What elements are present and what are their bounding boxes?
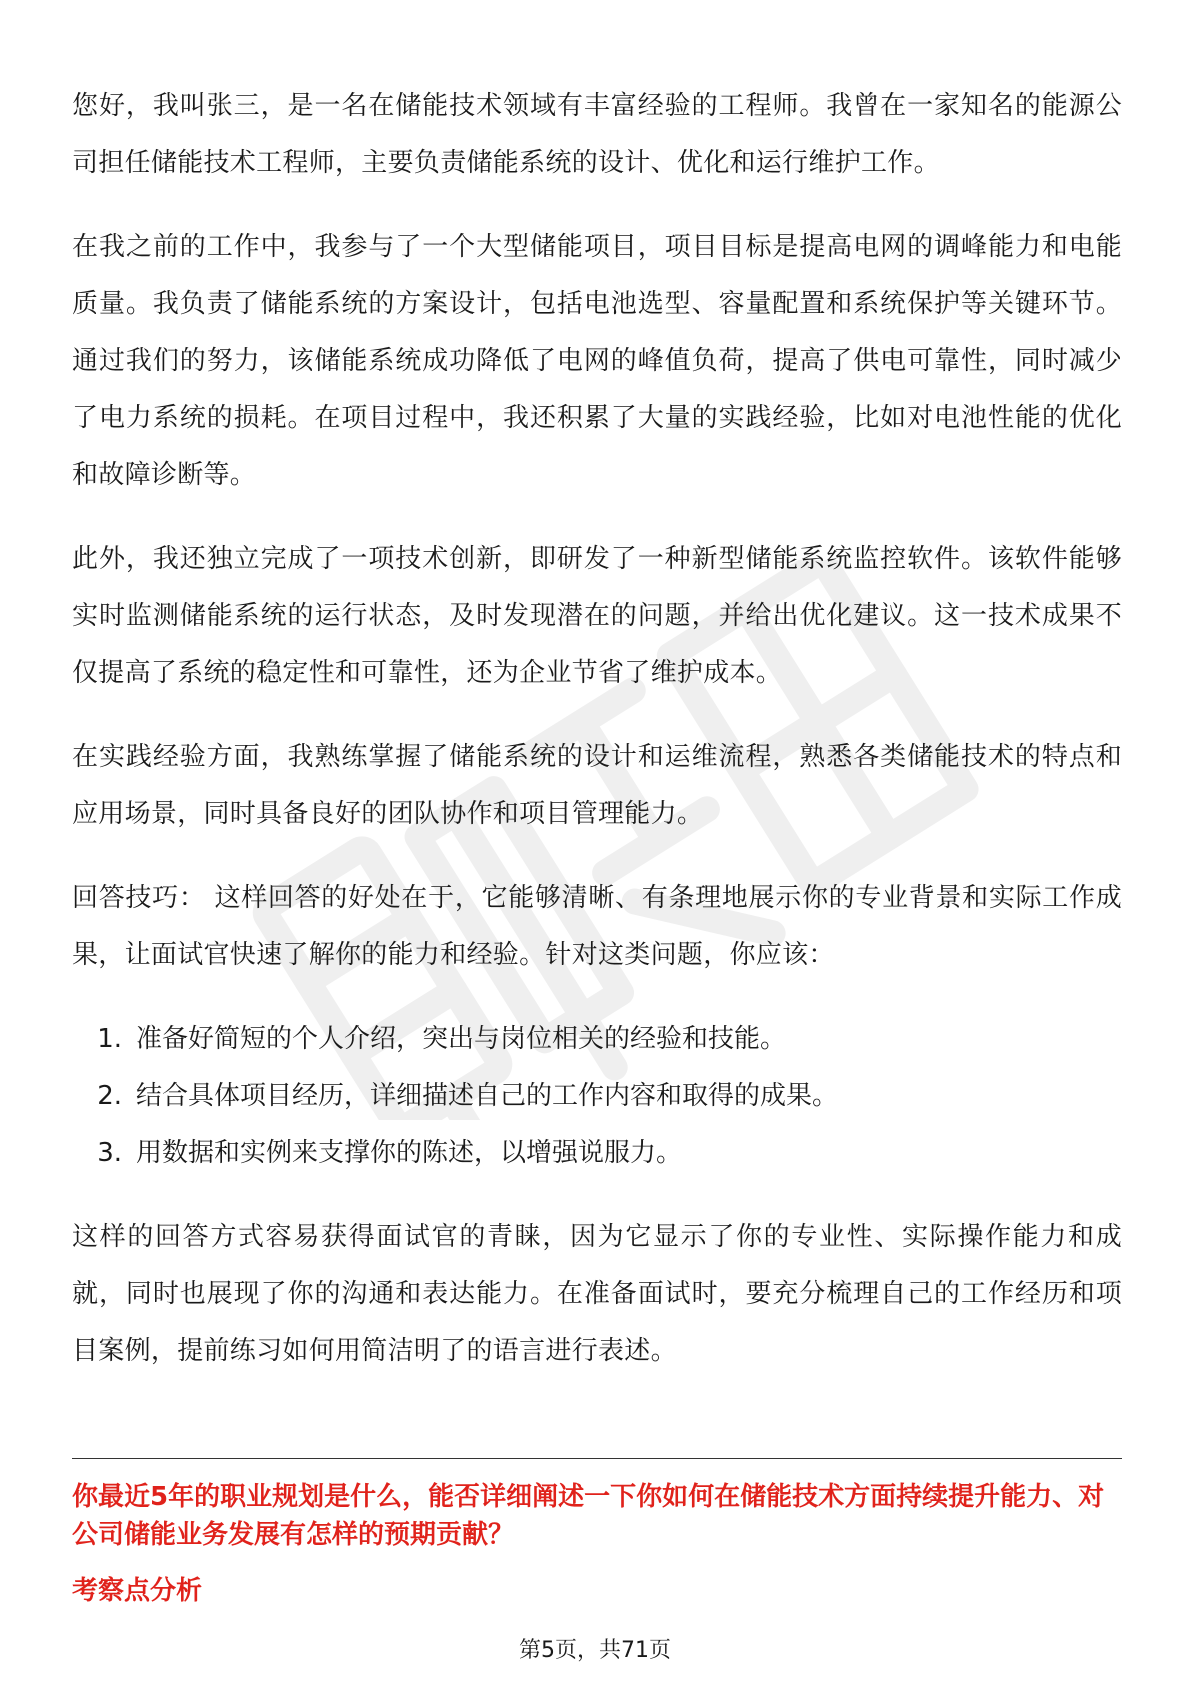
list-item-text: 用数据和实例来支撑你的陈述，以增强说服力。 [136,1138,683,1168]
list-item [72,1125,1122,1182]
paragraph-project-experience: 在我之前的工作中，我参与了一个大型储能项目，项目目标是提高电网的调峰能力和电能质量。我负责了储能系统的方案设计，包括电池选型、容量配置和系统保护等关键环节。通过我们的努力，该储能系统成功降低了电网的峰值负荷，提高了供电可靠性，同时减少了电力系统的损耗。在项目过程中，我还积累了大量的实践经验，比如对电池性能的优化和故障诊断等。 [72,232,1122,490]
paragraph-intro: 您好，我叫张三，是一名在储能技术领域有丰富经验的工程师。我曾在一家知名的能源公司担任储能技术工程师，主要负责储能系统的设计、优化和运行维护工作。 [72,91,1122,178]
article-body [72,78,1122,1407]
paragraph-innovation: 此外，我还独立完成了一项技术创新，即研发了一种新型储能系统监控软件。该软件能够实时监测储能系统的运行状态，及时发现潜在的问题，并给出优化建议。这一技术成果不仅提高了系统的稳定性和可靠性，还为企业节省了维护成本。 [72,544,1122,688]
list-item-number: 1. [97,1024,122,1054]
paragraph-practical-skills: 在实践经验方面，我熟练掌握了储能系统的设计和运维流程，熟悉各类储能技术的特点和应用场景，同时具备良好的团队协作和项目管理能力。 [72,742,1122,829]
list-item-text: 结合具体项目经历，详细描述自己的工作内容和取得的成果。 [136,1081,839,1111]
list-item [72,1068,1122,1125]
list-item-number: 3. [97,1138,122,1168]
list-item-number: 2. [97,1081,122,1111]
list-item [72,1011,1122,1068]
paragraph-answer-tips: 回答技巧： 这样回答的好处在于，它能够清晰、有条理地展示你的专业背景和实际工作成果，让面试官快速了解你的能力和经验。针对这类问题，你应该： [72,883,1122,970]
next-question-heading: 你最近5年的职业规划是什么，能否详细阐述一下你如何在储能技术方面持续提升能力、对公司储能业务发展有怎样的预期贡献？ [72,1482,1105,1550]
list-item-text: 准备好简短的个人介绍，突出与岗位相关的经验和技能。 [136,1024,787,1054]
page-footer: 第5页，共71页 [519,1638,671,1663]
analysis-heading: 考察点分析 [72,1576,203,1606]
tips-list [72,1011,1122,1182]
paragraph-closing: 这样的回答方式容易获得面试官的青睐，因为它显示了你的专业性、实际操作能力和成就，同时也展现了你的沟通和表达能力。在准备面试时，要充分梳理自己的工作经历和项目案例，提前练习如何用简洁明了的语言进行表述。 [72,1222,1122,1366]
section-divider [72,1458,1122,1459]
